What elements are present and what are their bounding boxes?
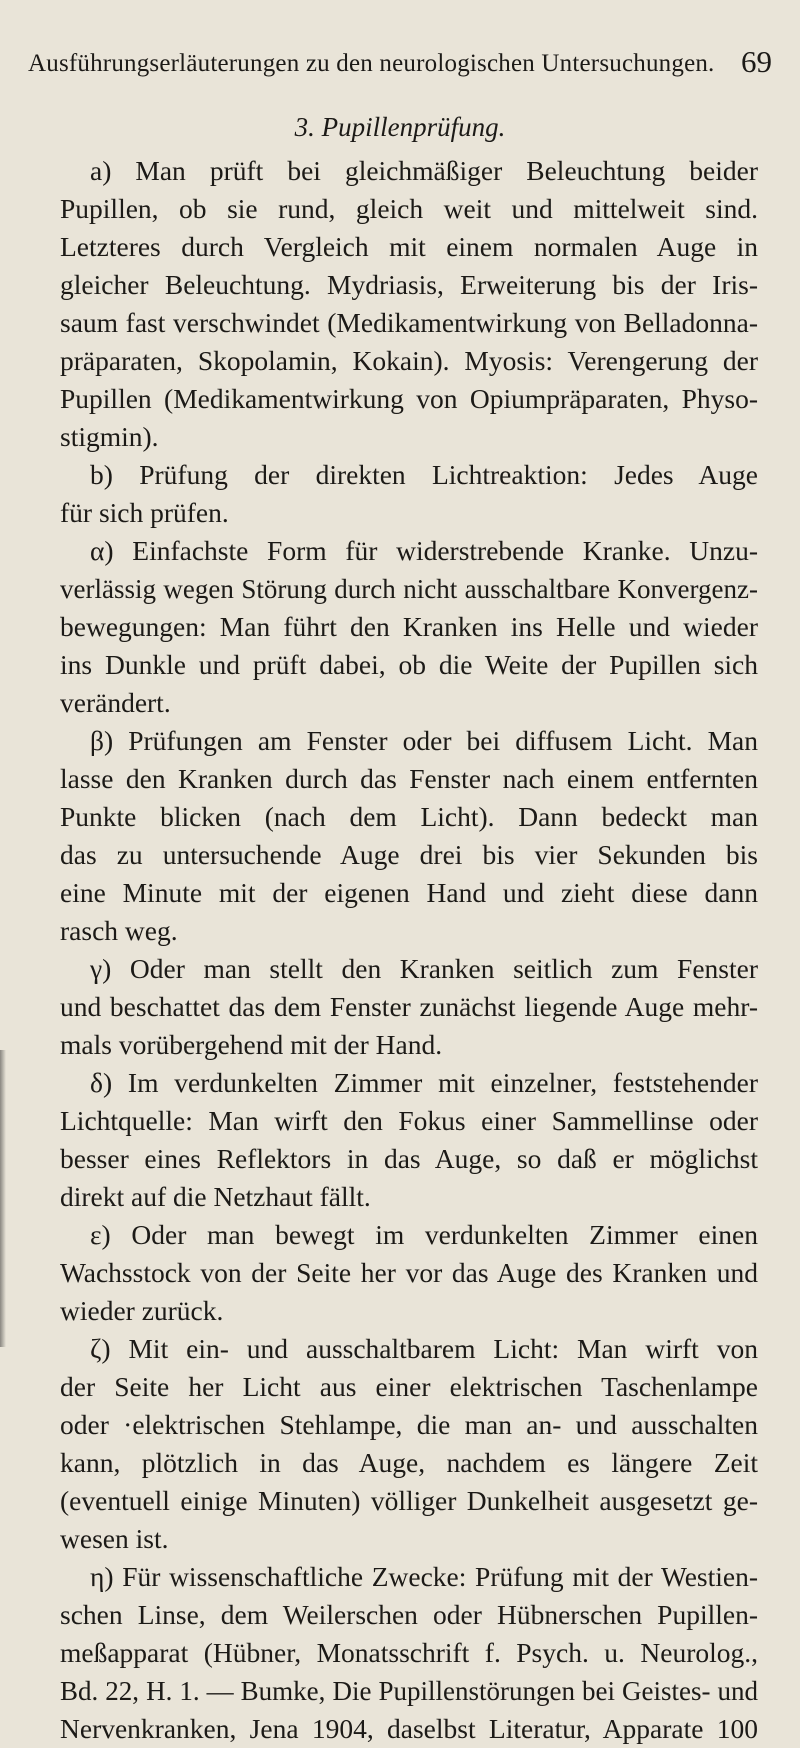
text-line: eine Minute mit der eigenen Hand und zieht diese dann <box>60 877 758 908</box>
text-line: stigmin). <box>60 421 159 452</box>
text-line: Letzteres durch Vergleich mit einem normalen Auge in <box>60 231 758 262</box>
text-line: schen Linse, dem Weilerschen oder Hübnerschen Pupillen- <box>60 1599 758 1630</box>
text-line: wieder zurück. <box>60 1295 224 1326</box>
section-title: 3. Pupillenprüfung. <box>294 112 506 142</box>
binding-shadow <box>0 1050 6 1347</box>
text-line: Lichtquelle: Man wirft den Fokus einer Sammellinse oder <box>60 1105 758 1136</box>
text-line: besser eines Reflektors in das Auge, so daß er möglichst <box>60 1143 758 1174</box>
text-line: Wachsstock von der Seite her vor das Auge des Kranken und <box>60 1257 758 1288</box>
text-line: η) Für wissenschaftliche Zwecke: Prüfung mit der Westien- <box>90 1561 758 1592</box>
text-line: bewegungen: Man führt den Kranken ins Helle und wieder <box>60 611 758 642</box>
text-line: Bd. 22, H. 1. — Bumke, Die Pupillenstörungen bei Geistes- und <box>60 1676 758 1706</box>
text-line: für sich prüfen. <box>60 497 229 528</box>
text-line: der Seite her Licht aus einer elektrischen Taschenlampe <box>60 1371 758 1402</box>
text-line: b) Prüfung der direkten Lichtreaktion: Jedes Auge <box>90 459 758 490</box>
text-line: ζ) Mit ein- und ausschaltbarem Licht: Man wirft von <box>90 1333 758 1364</box>
text-line: verlässig wegen Störung durch nicht ausschaltbare Konvergenz- <box>60 574 758 604</box>
text-line: lasse den Kranken durch das Fenster nach einem entfernten <box>60 763 758 794</box>
text-line: präparaten, Skopolamin, Kokain). Myosis: Verengerung der <box>60 345 758 376</box>
text-line: a) Man prüft bei gleichmäßiger Beleuchtung beider <box>90 155 758 186</box>
text-line: β) Prüfungen am Fenster oder bei diffusem Licht. Man <box>90 725 758 756</box>
text-line: Punkte blicken (nach dem Licht). Dann bedeckt man <box>60 801 758 832</box>
text-line: γ) Oder man stellt den Kranken seitlich zum Fenster <box>90 953 758 984</box>
text-line: ε) Oder man bewegt im verdunkelten Zimmer einen <box>90 1219 758 1250</box>
text-line: oder ·elektrischen Stehlampe, die man an- und ausschalten <box>60 1409 758 1440</box>
text-line: mals vorübergehend mit der Hand. <box>60 1029 443 1060</box>
text-line: (eventuell einige Minuten) völliger Dunkelheit ausgesetzt ge- <box>60 1485 758 1516</box>
text-line: Nervenkranken, Jena 1904, daselbst Literatur, Apparate 100 <box>60 1713 758 1744</box>
text-line: Pupillen (Medikamentwirkung von Opiumpräparaten, Physo- <box>60 383 758 414</box>
text-line: meßapparat (Hübner, Monatsschrift f. Psych. u. Neurolog., <box>60 1637 758 1668</box>
text-line: rasch weg. <box>60 915 178 946</box>
text-line: δ) Im verdunkelten Zimmer mit einzelner, feststehender <box>90 1067 758 1098</box>
running-head <box>28 44 772 84</box>
text-line: gleicher Beleuchtung. Mydriasis, Erweiterung bis der Iris- <box>60 269 758 300</box>
text-line: verändert. <box>60 687 171 718</box>
text-line: saum fast verschwindet (Medikamentwirkung von Belladonna- <box>60 307 758 338</box>
text-line: direkt auf die Netzhaut fällt. <box>60 1181 371 1212</box>
text-line: α) Einfachste Form für widerstrebende Kranke. Unzu- <box>90 535 758 566</box>
text-line: wesen ist. <box>60 1523 169 1554</box>
page-number: 69 <box>741 44 772 79</box>
text-line: kann, plötzlich in das Auge, nachdem es längere Zeit <box>60 1447 758 1478</box>
text-line: Pupillen, ob sie rund, gleich weit und mittelweit sind. <box>60 193 758 224</box>
body-text <box>60 152 758 1748</box>
running-head-title: Ausführungserläuterungen zu den neurologischen Untersuchungen. <box>28 50 715 77</box>
text-line: ins Dunkle und prüft dabei, ob die Weite der Pupillen sich <box>60 649 758 680</box>
text-line: und beschattet das dem Fenster zunächst liegende Auge mehr- <box>60 991 758 1022</box>
text-line: das zu untersuchende Auge drei bis vier Sekunden bis <box>60 839 758 870</box>
